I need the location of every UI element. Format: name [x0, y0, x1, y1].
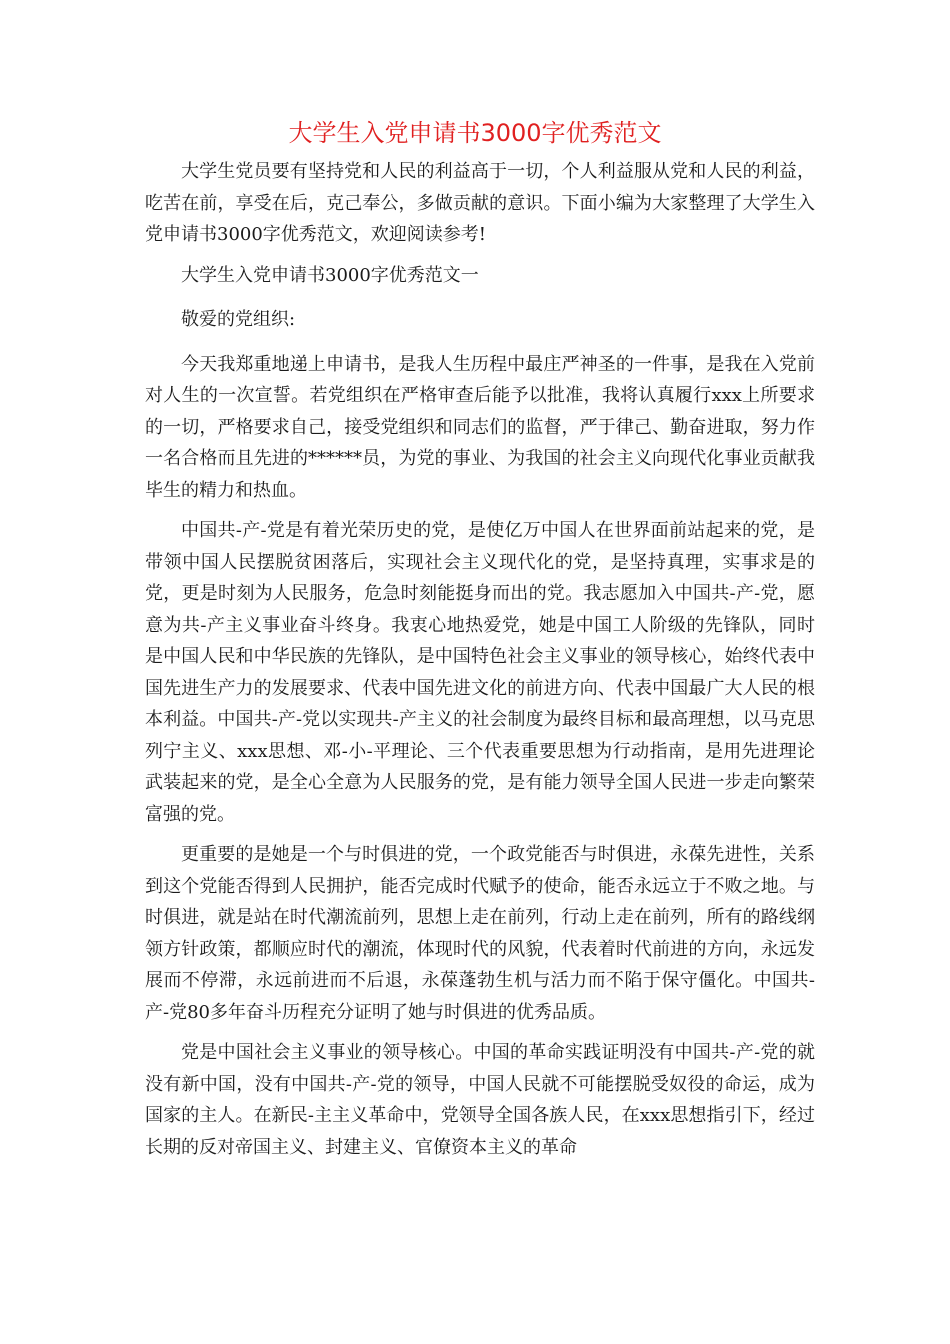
body-paragraph: 更重要的是她是一个与时俱进的党，一个政党能否与时俱进，永葆先进性，关系到这个党能否得到人民拥护，能否完成时代赋予的使命，能否永远立于不败之地。与时俱进，就是站在时代潮流前列，思想上走在前列，行动上走在前列，所有的路线纲领方针政策，都顺应时代的潮流，体现时代的风貌，代表着时代前进的方向，永远发展而不停滞，永远前进而不后退，永葆蓬勃生机与活力而不陷于保守僵化。中国共-产-党80多年奋斗历程充分证明了她与时俱进的优秀品质。: [145, 844, 815, 1023]
intro-paragraph: 大学生党员要有坚持党和人民的利益高于一切，个人利益服从党和人民的利益，吃苦在前，享受在后，克己奉公，多做贡献的意识。下面小编为大家整理了大学生入党申请书3000字优秀范文，欢迎阅读参考!: [145, 161, 815, 245]
body-paragraph: 中国共-产-党是有着光荣历史的党，是使亿万中国人在世界面前站起来的党，是带领中国人民摆脱贫困落后，实现社会主义现代化的党，是坚持真理，实事求是的党，更是时刻为人民服务，危急时刻能挺身而出的党。我志愿加入中国共-产-党，愿意为共-产主义事业奋斗终身。我衷心地热爱党，她是中国工人阶级的先锋队，同时是中国人民和中华民族的先锋队，是中国特色社会主义事业的领导核心，始终代表中国先进生产力的发展要求、代表中国先进文化的前进方向、代表中国最广大人民的根本利益。中国共-产-党以实现共-产主义的社会制度为最终目标和最高理想，以马克思列宁主义、xxx思想、邓-小-平理论、三个代表重要思想为行动指南，是用先进理论武装起来的党，是全心全意为人民服务的党，是有能力领导全国人民进一步走向繁荣富强的党。: [145, 520, 815, 825]
document-body: [145, 156, 815, 1172]
document-title: 大学生入党申请书3000字优秀范文: [288, 119, 662, 147]
body-paragraph: 今天我郑重地递上申请书，是我人生历程中最庄严神圣的一件事，是我在入党前对人生的一次宣誓。若党组织在严格审查后能予以批准，我将认真履行xxx上所要求的一切，严格要求自己，接受党组织和同志们的监督，严于律己、勤奋进取，努力作一名合格而且先进的******员，为党的事业、为我国的社会主义向现代化事业贡献我毕生的精力和热血。: [145, 353, 815, 501]
salutation: 敬爱的党组织:: [181, 309, 296, 330]
section-heading: 大学生入党申请书3000字优秀范文一: [181, 264, 479, 286]
body-paragraph: 党是中国社会主义事业的领导核心。中国的革命实践证明没有中国共-产-党的就没有新中国，没有中国共-产-党的领导，中国人民就不可能摆脱受奴役的命运，成为国家的主人。在新民-主主义革命中，党领导全国各族人民，在xxx思想指引下，经过长期的反对帝国主义、封建主义、官僚资本主义的革命: [145, 1042, 815, 1158]
